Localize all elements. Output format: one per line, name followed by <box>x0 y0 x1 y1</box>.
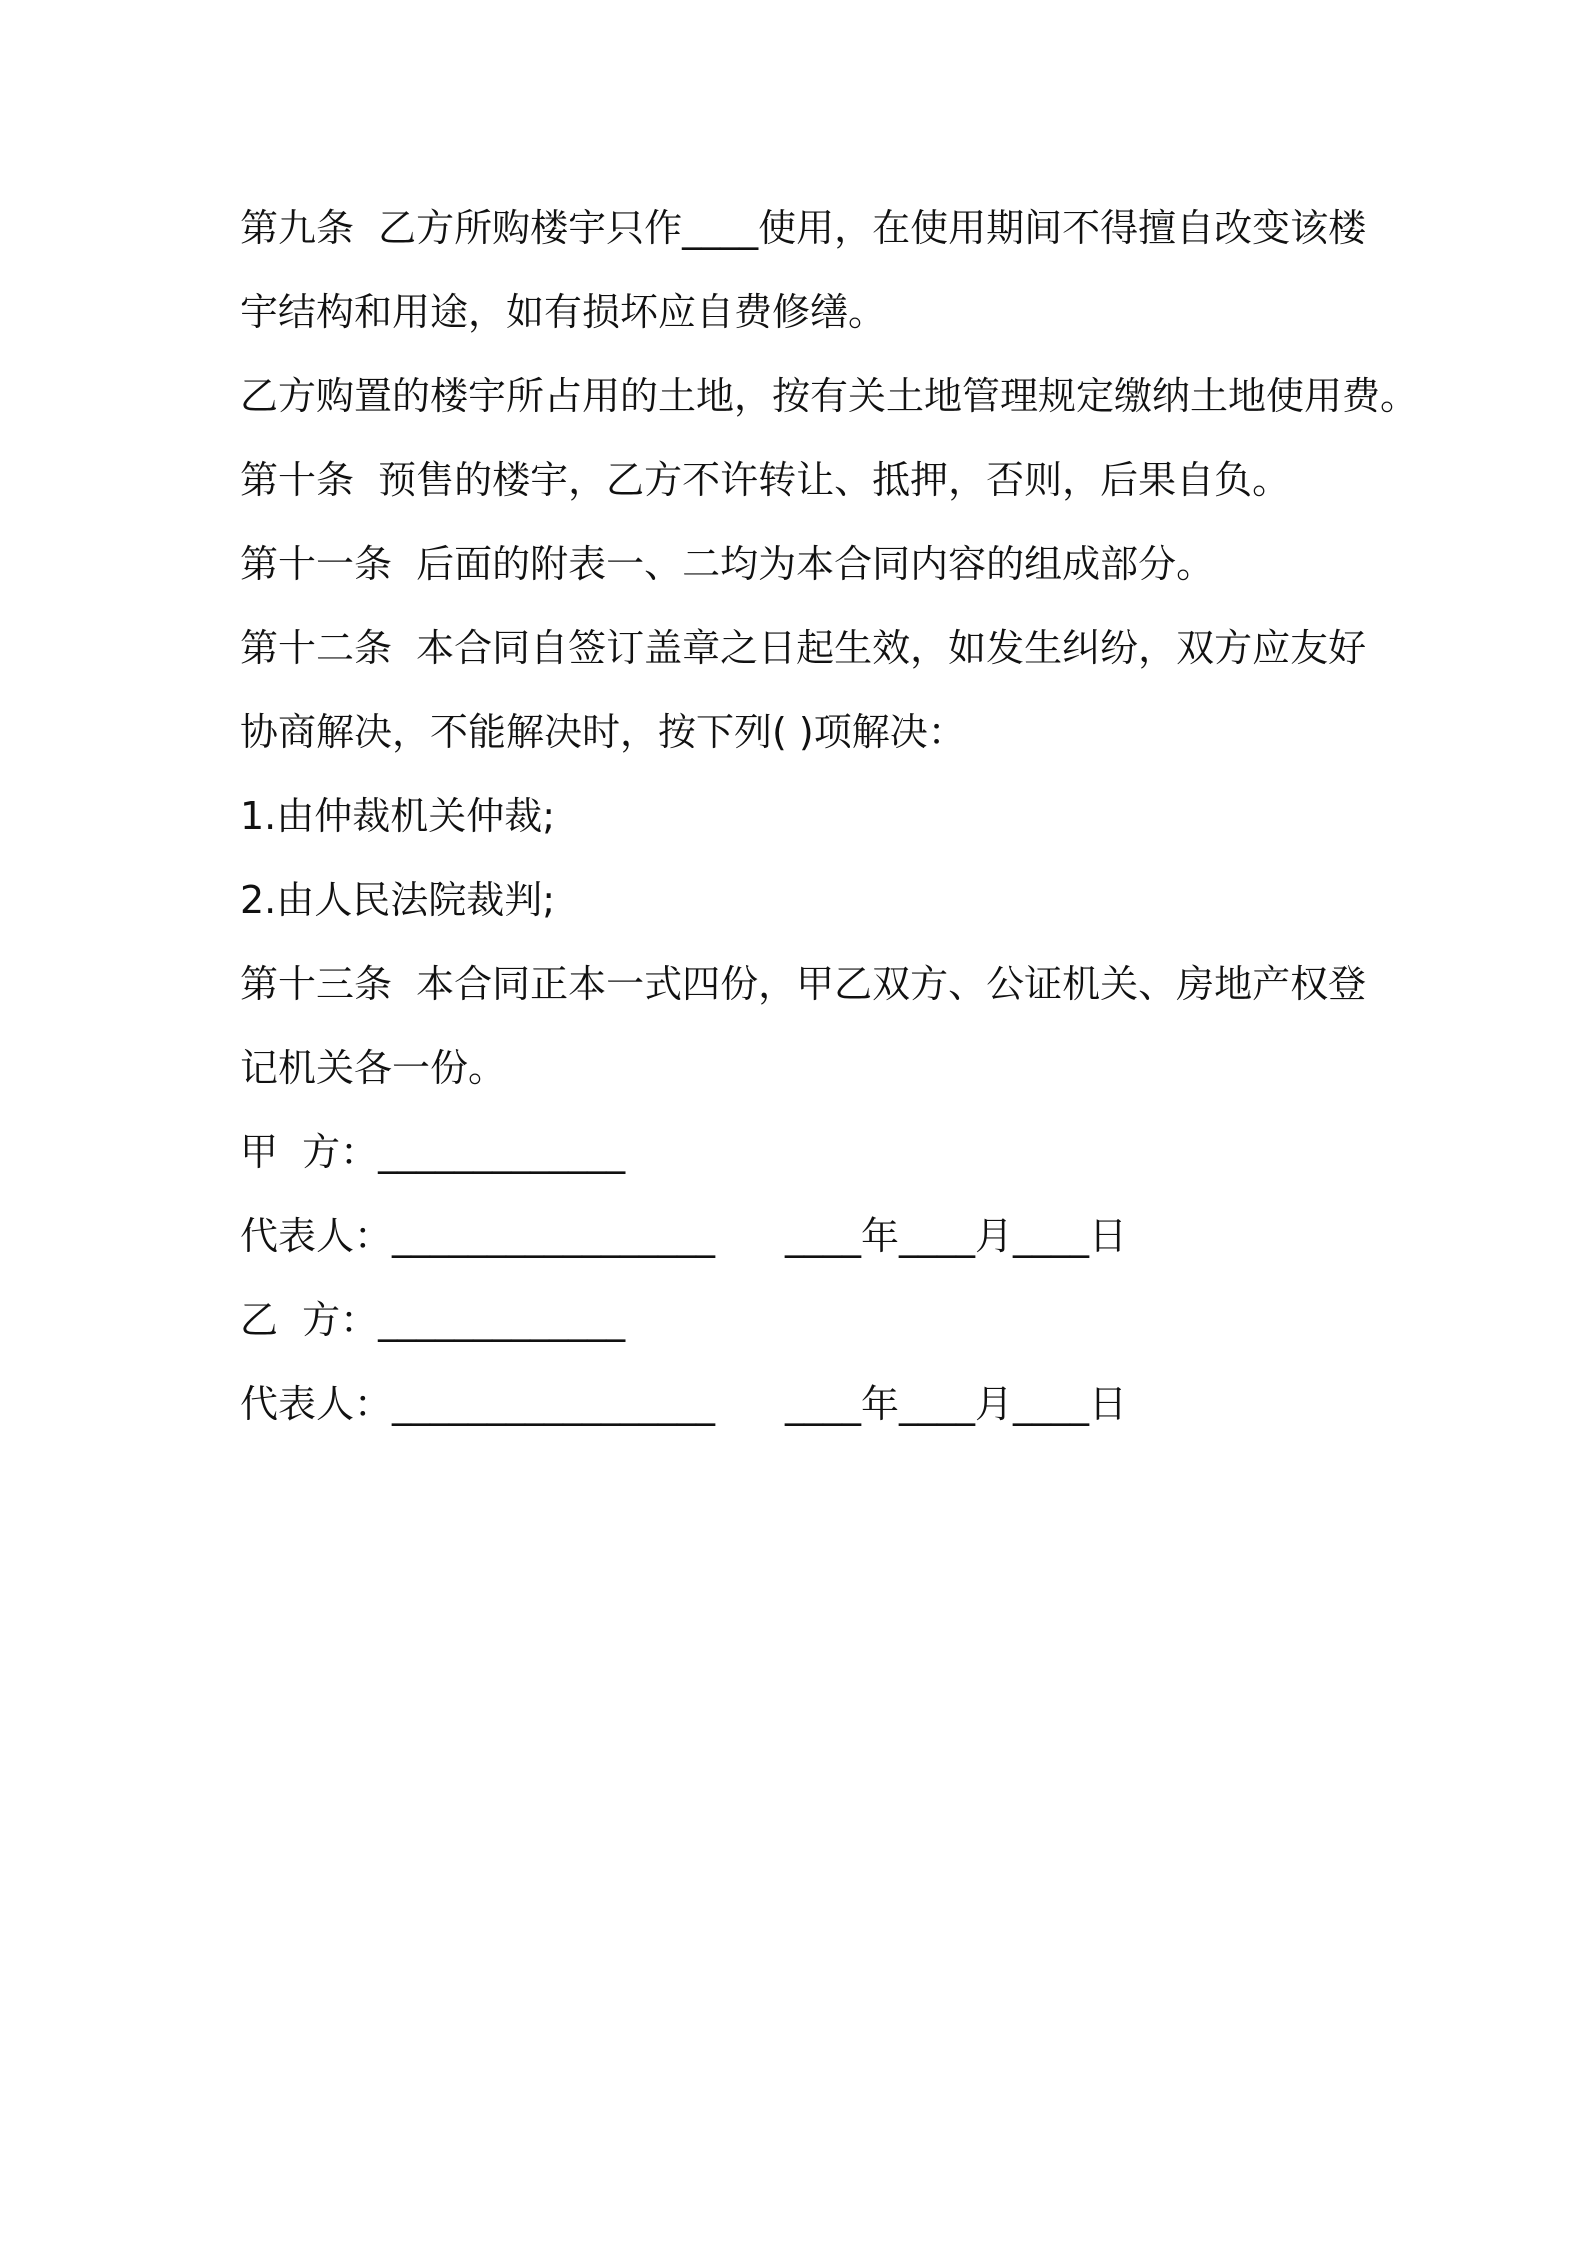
clause-12-line-1: 第十二条 本合同自签订盖章之日起生效，如发生纠纷，双方应友好 <box>240 626 1367 670</box>
option-2: 2.由人民法院裁判; <box>240 878 556 922</box>
land-fee-paragraph: 乙方购置的楼宇所占用的土地，按有关土地管理规定缴纳土地使用费。 <box>240 374 1419 418</box>
party-a-field: 甲 方：_____________ <box>240 1130 626 1174</box>
clause-12-line-2: 协商解决，不能解决时，按下列( )项解决： <box>240 710 966 754</box>
clause-9-line-1: 第九条 乙方所购楼宇只作____使用，在使用期间不得擅自改变该楼 <box>240 206 1367 250</box>
party-a-representative-field: 代表人：_________________ <box>240 1214 716 1258</box>
clause-9-line-2: 宇结构和用途，如有损坏应自费修缮。 <box>240 290 887 334</box>
party-b-field: 乙 方：_____________ <box>240 1298 626 1342</box>
clause-11: 第十一条 后面的附表一、二均为本合同内容的组成部分。 <box>240 542 1215 586</box>
clause-10: 第十条 预售的楼宇，乙方不许转让、抵押，否则，后果自负。 <box>240 458 1291 502</box>
party-a-date-field: ____年____月____日 <box>785 1214 1128 1258</box>
party-b-representative-field: 代表人：_________________ <box>240 1382 716 1426</box>
clause-13-line-1: 第十三条 本合同正本一式四份，甲乙双方、公证机关、房地产权登 <box>240 962 1367 1006</box>
clause-13-line-2: 记机关各一份。 <box>240 1046 507 1090</box>
option-1: 1.由仲裁机关仲裁; <box>240 794 556 838</box>
party-b-date-field: ____年____月____日 <box>785 1382 1128 1426</box>
